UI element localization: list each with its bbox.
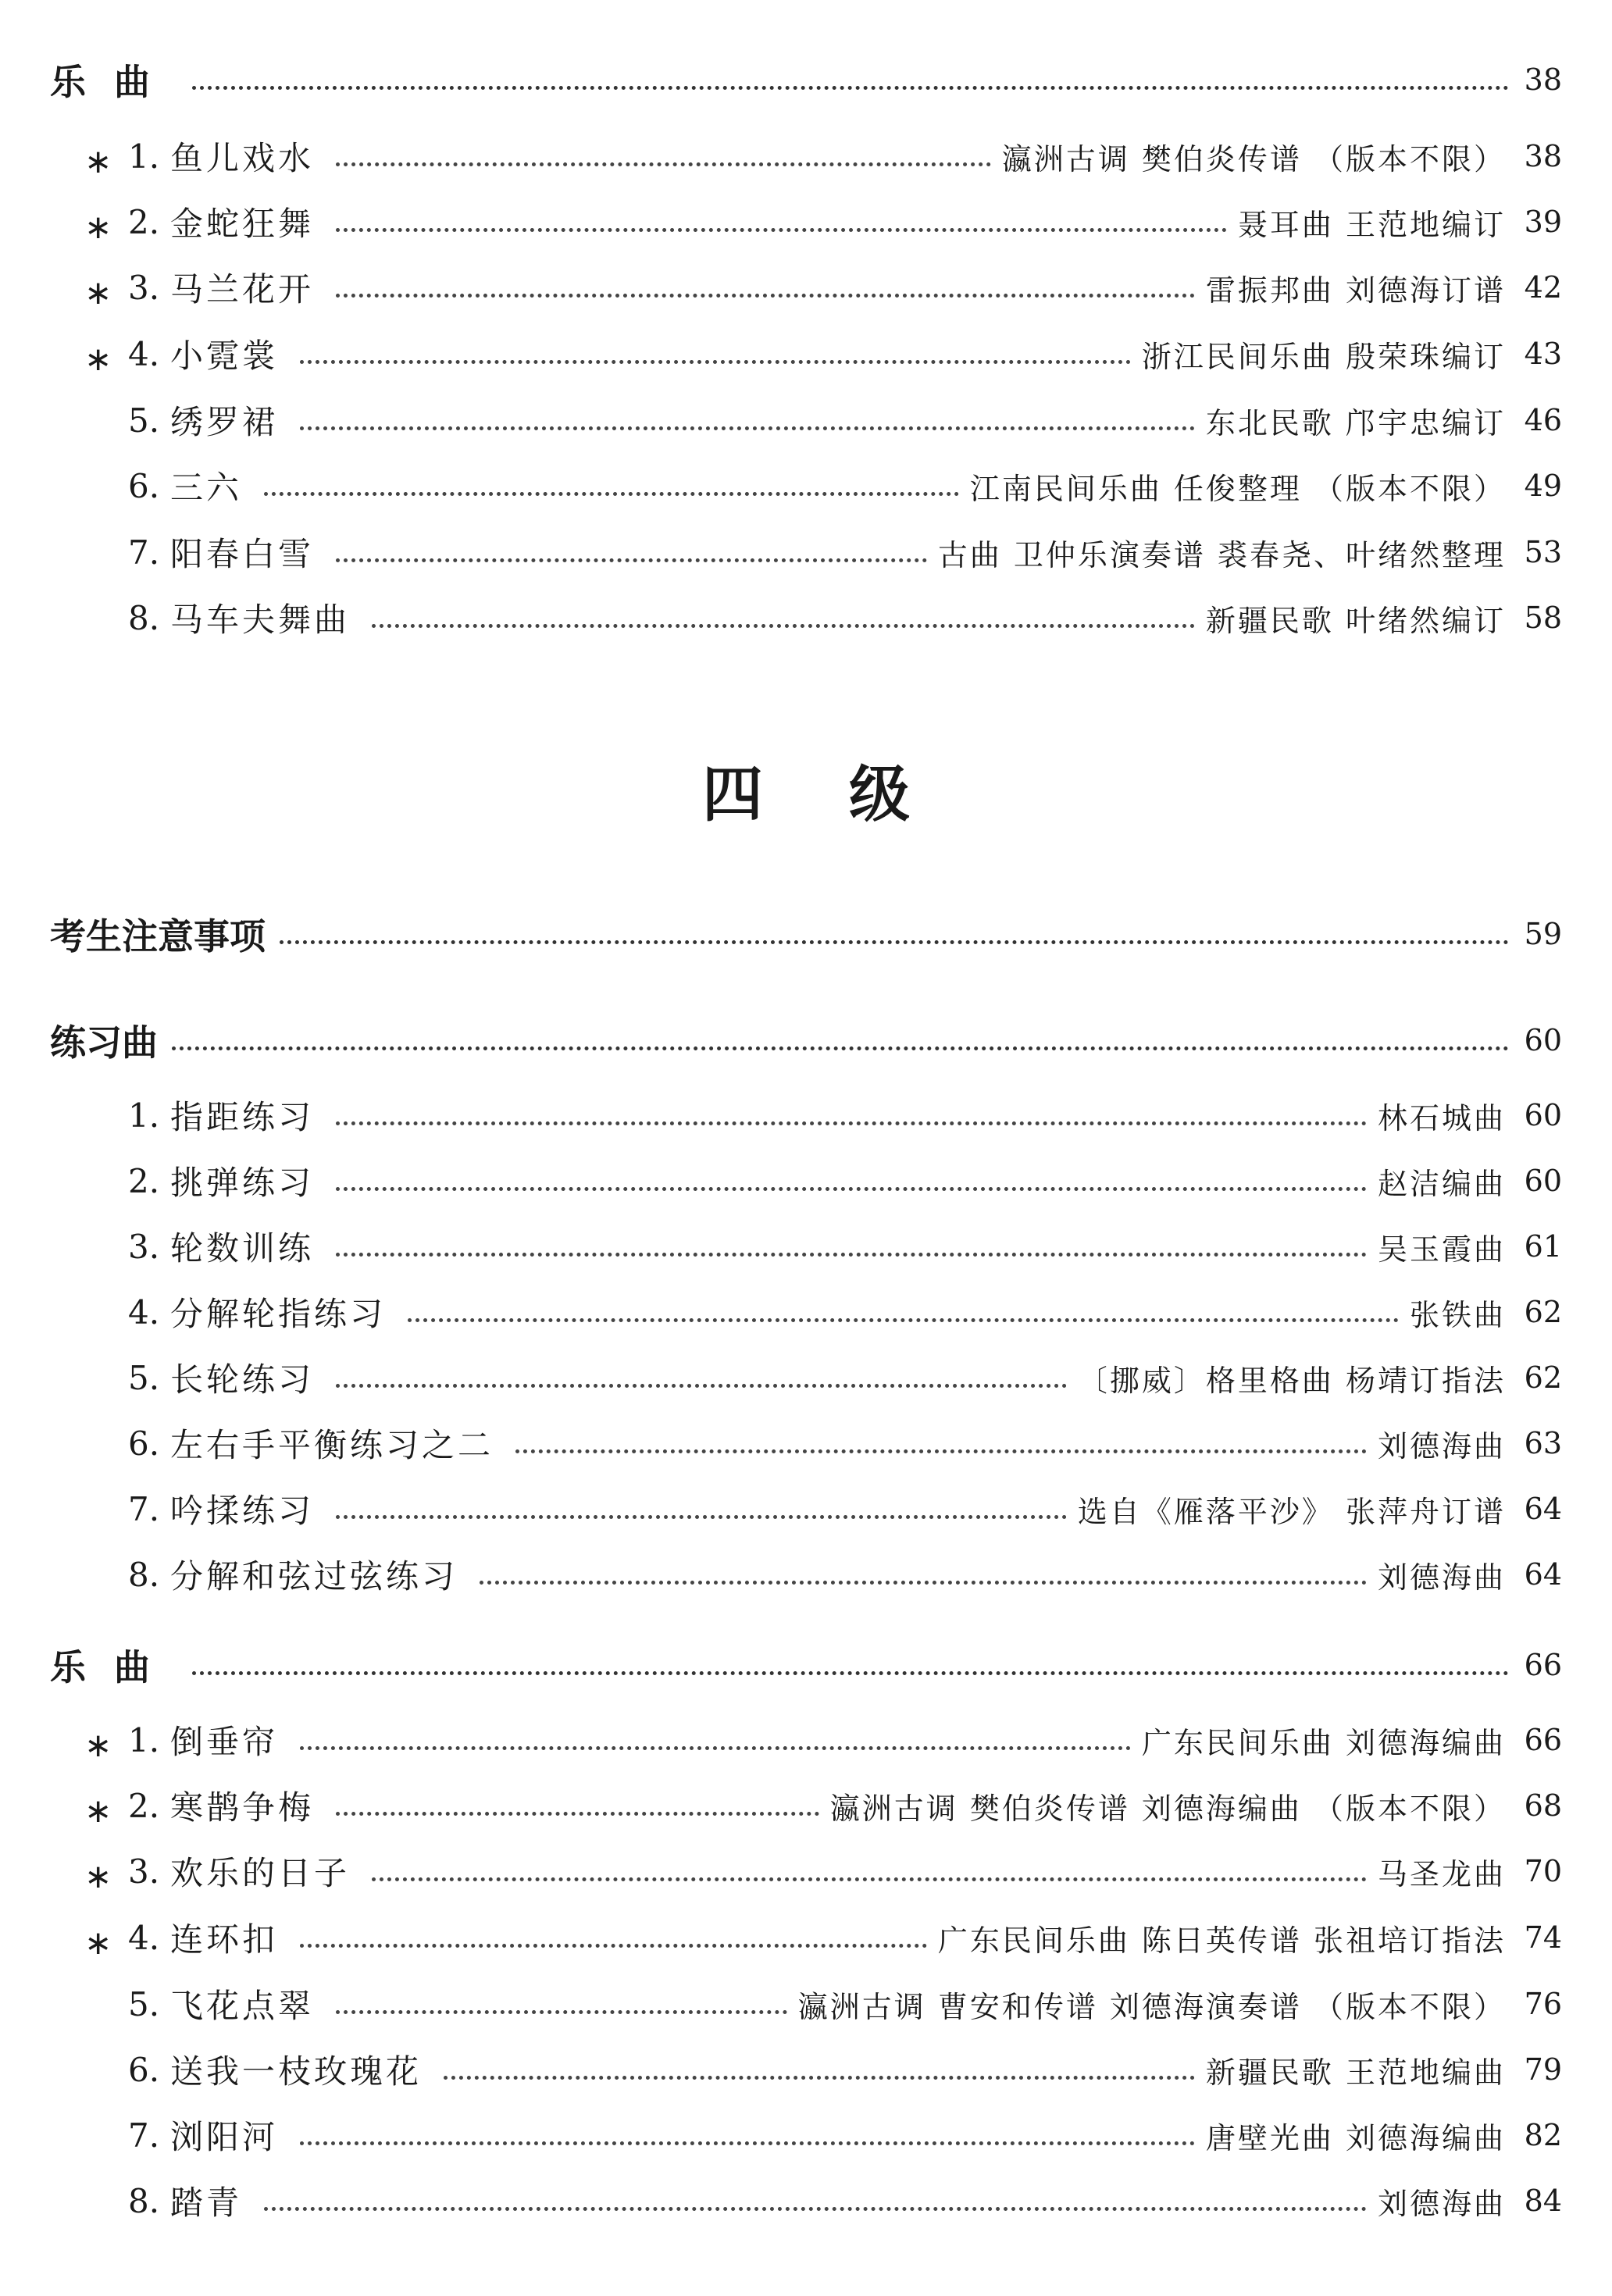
dot-leader — [192, 86, 1509, 90]
entry-title: 分解轮指练习 — [170, 1295, 387, 1333]
dot-leader — [172, 1046, 1509, 1050]
required-star-icon: ∗ — [84, 208, 112, 246]
page-number: 62 — [1524, 1295, 1562, 1329]
page-number: 82 — [1524, 2118, 1562, 2152]
dot-leader — [300, 426, 1195, 430]
entry-credit: 聂耳曲 王范地编订 — [1237, 207, 1506, 242]
page-number: 66 — [1524, 1723, 1562, 1757]
required-star-icon: ∗ — [84, 340, 112, 378]
entry-title: 马车夫舞曲 — [170, 601, 351, 639]
dot-leader — [336, 1812, 819, 1816]
dot-leader — [264, 492, 959, 496]
entry-title: 指距练习 — [170, 1098, 315, 1136]
dot-leader — [480, 1581, 1367, 1585]
page-number: 70 — [1524, 1854, 1562, 1888]
entry-number: 6. — [128, 466, 160, 505]
toc-entry[interactable] — [84, 1712, 1562, 1768]
toc-entry[interactable] — [94, 524, 1562, 580]
entry-number: 2. — [128, 1161, 160, 1200]
toc-entry[interactable] — [94, 1415, 1562, 1471]
dot-leader — [372, 1877, 1367, 1881]
entry-title: 浏阳河 — [170, 2118, 279, 2156]
entry-credit: 新疆民歌 王范地编曲 — [1205, 2055, 1506, 2090]
entry-number: 1. — [128, 1096, 160, 1135]
page-number: 60 — [1524, 1164, 1562, 1198]
entry-number: 7. — [128, 533, 160, 572]
page-number: 38 — [1524, 62, 1562, 97]
entry-title: 送我一枝玫瑰花 — [170, 2052, 423, 2091]
toc-entry[interactable] — [84, 1909, 1562, 1966]
dot-leader — [372, 624, 1195, 628]
toc-entry[interactable] — [84, 194, 1562, 250]
toc-entry[interactable] — [94, 1546, 1562, 1603]
page-number: 60 — [1524, 1098, 1562, 1132]
page-number: 39 — [1524, 205, 1562, 239]
toc-entry[interactable] — [94, 2173, 1562, 2229]
page-number: 42 — [1524, 270, 1562, 305]
dot-leader — [336, 1384, 1067, 1388]
toc-entry[interactable] — [94, 458, 1562, 514]
entry-number: 1. — [128, 137, 160, 176]
dot-leader — [264, 2207, 1367, 2211]
entry-number: 2. — [128, 1786, 160, 1825]
entry-title: 左右手平衡练习之二 — [170, 1426, 494, 1464]
toc-entry[interactable] — [84, 1777, 1562, 1834]
entry-title: 三六 — [170, 469, 243, 507]
required-star-icon: ∗ — [84, 1726, 112, 1764]
toc-entry[interactable] — [94, 1087, 1562, 1143]
dot-leader — [336, 162, 991, 166]
dot-leader — [336, 1515, 1067, 1519]
entry-credit: 江南民间乐曲 任俊整理 （版本不限） — [969, 471, 1506, 506]
entry-number: 4. — [128, 1918, 160, 1957]
entry-number: 2. — [128, 202, 160, 241]
entry-title: 挑弹练习 — [170, 1164, 315, 1202]
section-header[interactable] — [50, 903, 1562, 965]
entry-credit: 刘德海曲 — [1377, 1560, 1506, 1595]
page-number: 61 — [1524, 1229, 1562, 1264]
entry-title: 倒垂帘 — [170, 1723, 279, 1761]
entry-credit: 广东民间乐曲 刘德海编曲 — [1141, 1725, 1506, 1760]
page-number: 74 — [1524, 1920, 1562, 1955]
entry-title: 绣罗裙 — [170, 403, 279, 441]
page-number: 68 — [1524, 1788, 1562, 1823]
entry-credit: 瀛洲古调 樊伯炎传谱 刘德海编曲 （版本不限） — [829, 1791, 1506, 1826]
entry-credit: 刘德海曲 — [1377, 1428, 1506, 1464]
entry-credit: 林石城曲 — [1377, 1100, 1506, 1136]
required-star-icon: ∗ — [84, 142, 112, 180]
toc-entry[interactable] — [94, 2107, 1562, 2163]
entry-number: 3. — [128, 1227, 160, 1266]
entry-number: 5. — [128, 1984, 160, 2023]
dot-leader — [336, 2010, 787, 2014]
entry-title: 连环扣 — [170, 1920, 279, 1959]
entry-credit: 雷振邦曲 刘德海订谱 — [1205, 273, 1506, 308]
page-number: 43 — [1524, 337, 1562, 371]
section-title: 乐曲 — [50, 61, 178, 103]
entry-credit: 瀛洲古调 曹安和传谱 刘德海演奏谱 （版本不限） — [797, 1989, 1506, 2024]
entry-credit: 瀛洲古调 樊伯炎传谱 （版本不限） — [1001, 141, 1506, 176]
entry-number: 7. — [128, 2116, 160, 2155]
page-number: 76 — [1524, 1987, 1562, 2021]
page-number: 63 — [1524, 1426, 1562, 1460]
entry-credit: 赵洁编曲 — [1377, 1166, 1506, 1201]
entry-title: 金蛇狂舞 — [170, 205, 315, 243]
entry-number: 8. — [128, 2181, 160, 2220]
entry-number: 7. — [128, 1489, 160, 1528]
entry-number: 8. — [128, 598, 160, 637]
entry-title: 飞花点翠 — [170, 1987, 315, 2025]
section-header[interactable] — [50, 48, 1562, 111]
entry-title: 欢乐的日子 — [170, 1854, 351, 1892]
entry-number: 4. — [128, 1292, 160, 1332]
page-number: 66 — [1524, 1648, 1562, 1682]
page-number: 79 — [1524, 2052, 1562, 2087]
toc-entry[interactable] — [94, 1284, 1562, 1340]
entry-number: 5. — [128, 1358, 160, 1397]
required-star-icon: ∗ — [84, 1857, 112, 1895]
entry-number: 6. — [128, 1424, 160, 1463]
toc-entry[interactable] — [94, 1349, 1562, 1406]
page-number: 53 — [1524, 535, 1562, 569]
entry-number: 6. — [128, 2050, 160, 2089]
toc-entry[interactable] — [94, 590, 1562, 646]
dot-leader — [515, 1449, 1367, 1453]
entry-number: 8. — [128, 1555, 160, 1594]
entry-title: 阳春白雪 — [170, 535, 315, 573]
entry-title: 分解和弦过弦练习 — [170, 1557, 458, 1595]
toc-entry[interactable] — [94, 1218, 1562, 1275]
entry-credit: 唐壁光曲 刘德海编曲 — [1205, 2120, 1506, 2155]
dot-leader — [300, 1944, 927, 1948]
entry-credit: 吴玉霞曲 — [1377, 1232, 1506, 1267]
entry-credit: 〔挪威〕格里格曲 杨靖订指法 — [1077, 1363, 1506, 1398]
entry-credit: 新疆民歌 叶绪然编订 — [1205, 603, 1506, 638]
entry-credit: 刘德海曲 — [1377, 2186, 1506, 2221]
dot-leader — [408, 1318, 1399, 1322]
dot-leader — [336, 558, 927, 562]
page-number: 84 — [1524, 2184, 1562, 2218]
required-star-icon: ∗ — [84, 273, 112, 312]
entry-title: 马兰花开 — [170, 270, 315, 308]
dot-leader — [336, 228, 1227, 232]
entry-credit: 广东民间乐曲 陈日英传谱 张祖培订指法 — [937, 1923, 1506, 1958]
entry-number: 5. — [128, 401, 160, 440]
toc-entry[interactable] — [84, 326, 1562, 382]
toc-entry[interactable] — [94, 1976, 1562, 2032]
entry-number: 4. — [128, 334, 160, 373]
entry-title: 寒鹊争梅 — [170, 1788, 315, 1827]
section-title: 乐曲 — [50, 1646, 178, 1688]
dot-leader — [336, 1121, 1367, 1125]
section-header[interactable] — [50, 1009, 1562, 1071]
entry-title: 鱼儿戏水 — [170, 139, 315, 177]
entry-title: 长轮练习 — [170, 1360, 315, 1399]
dot-leader — [300, 2141, 1195, 2145]
page-number: 60 — [1524, 1023, 1562, 1057]
entry-title: 小霓裳 — [170, 337, 279, 375]
page-number: 59 — [1524, 917, 1562, 951]
toc-entry[interactable] — [94, 392, 1562, 448]
dot-leader — [192, 1671, 1509, 1675]
entry-number: 3. — [128, 268, 160, 307]
toc-entry[interactable] — [84, 1843, 1562, 1899]
entry-credit: 古曲 卫仲乐演奏谱 裘春尧、叶绪然整理 — [937, 537, 1506, 572]
toc-entry[interactable] — [94, 1153, 1562, 1209]
level-title: 四级 — [701, 760, 996, 830]
dot-leader — [300, 360, 1131, 364]
dot-leader — [280, 940, 1509, 944]
page-number: 64 — [1524, 1492, 1562, 1526]
page-number: 62 — [1524, 1360, 1562, 1395]
page-number: 46 — [1524, 403, 1562, 437]
section-title: 练习曲 — [50, 1021, 158, 1064]
page-number: 38 — [1524, 139, 1562, 173]
entry-credit: 马圣龙曲 — [1377, 1856, 1506, 1891]
dot-leader — [336, 294, 1195, 298]
dot-leader — [444, 2076, 1195, 2080]
entry-title: 轮数训练 — [170, 1229, 315, 1267]
entry-credit: 东北民歌 邝宇忠编订 — [1205, 405, 1506, 440]
page-number: 49 — [1524, 469, 1562, 503]
entry-credit: 张铁曲 — [1409, 1297, 1506, 1332]
required-star-icon: ∗ — [84, 1923, 112, 1962]
toc-entry[interactable] — [94, 2041, 1562, 2098]
dot-leader — [300, 1746, 1131, 1750]
entry-title: 吟揉练习 — [170, 1492, 315, 1530]
toc-entry[interactable] — [84, 128, 1562, 184]
entry-credit: 选自《雁落平沙》 张萍舟订谱 — [1077, 1494, 1506, 1529]
dot-leader — [336, 1253, 1367, 1257]
page-number: 64 — [1524, 1557, 1562, 1592]
entry-title: 踏青 — [170, 2184, 243, 2222]
section-header[interactable] — [50, 1634, 1562, 1696]
dot-leader — [336, 1187, 1367, 1191]
section-title: 考生注意事项 — [50, 915, 266, 957]
entry-number: 1. — [128, 1720, 160, 1759]
required-star-icon: ∗ — [84, 1792, 112, 1830]
toc-entry[interactable] — [94, 1481, 1562, 1537]
entry-number: 3. — [128, 1852, 160, 1891]
entry-credit: 浙江民间乐曲 殷荣珠编订 — [1141, 339, 1506, 374]
toc-entry[interactable] — [84, 259, 1562, 316]
page-number: 58 — [1524, 601, 1562, 635]
